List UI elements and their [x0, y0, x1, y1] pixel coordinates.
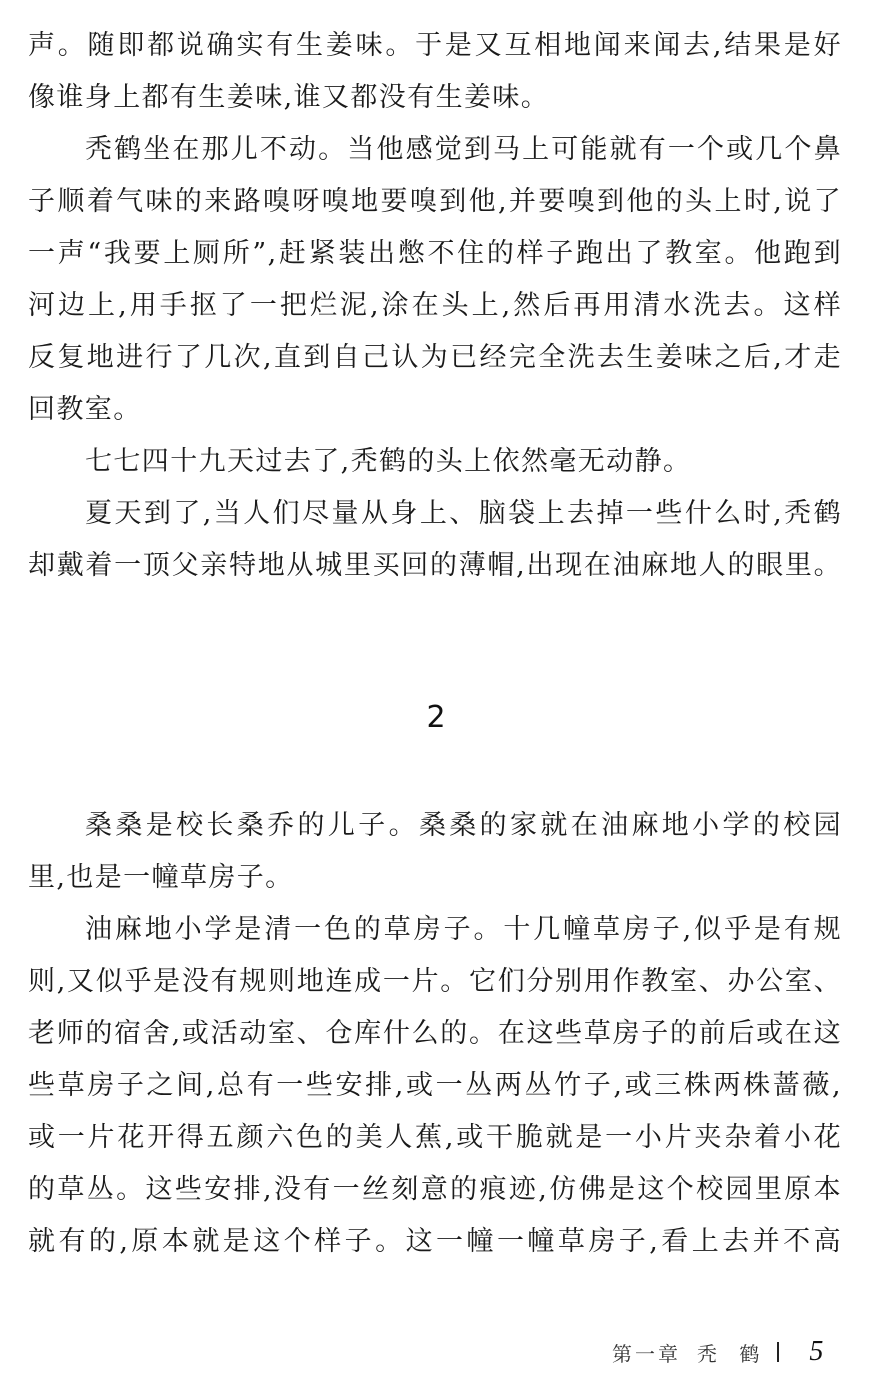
- text-line: 或一片花开得五颜六色的美人蕉,或干脆就是一小片夹杂着小花: [28, 1122, 842, 1153]
- text-line: 河边上,用手抠了一把烂泥,涂在头上,然后再用清水洗去。这样: [28, 290, 842, 321]
- page-number: 5: [809, 1336, 824, 1367]
- section-number: 2: [426, 700, 446, 735]
- chapter-label: 第一章: [612, 1341, 681, 1366]
- text-line: 声。随即都说确实有生姜味。于是又互相地闻来闻去,结果是好: [28, 30, 842, 61]
- text-line: 子顺着气味的来路嗅呀嗅地要嗅到他,并要嗅到他的头上时,说了: [28, 186, 842, 217]
- text-line: 老师的宿舍,或活动室、仓库什么的。在这些草房子的前后或在这: [28, 1018, 842, 1049]
- text-line: 就有的,原本就是这个样子。这一幢一幢草房子,看上去并不高: [28, 1226, 842, 1257]
- text-line: 却戴着一顶父亲特地从城里买回的薄帽,出现在油麻地人的眼里。: [28, 550, 842, 581]
- paragraph-start-line: 秃鹤坐在那儿不动。当他感觉到马上可能就有一个或几个鼻: [85, 134, 842, 165]
- footer-divider: [777, 1342, 779, 1362]
- paragraph-start-line: 油麻地小学是清一色的草房子。十几幢草房子,似乎是有规: [85, 914, 842, 945]
- text-line: 一声“我要上厕所”,赶紧装出憋不住的样子跑出了教室。他跑到: [28, 238, 842, 269]
- text-line: 些草房子之间,总有一些安排,或一丛两丛竹子,或三株两株蔷薇,: [28, 1070, 842, 1101]
- text-line: 里,也是一幢草房子。: [28, 862, 294, 893]
- text-line: 像谁身上都有生姜味,谁又都没有生姜味。: [28, 82, 550, 113]
- paragraph-start-line: 桑桑是校长桑乔的儿子。桑桑的家就在油麻地小学的校园: [85, 810, 842, 841]
- page-footer: [612, 1334, 823, 1370]
- text-line: 反复地进行了几次,直到自己认为已经完全洗去生姜味之后,才走: [28, 342, 842, 373]
- chapter-title: 秃 鹤: [697, 1341, 768, 1366]
- text-line: 回教室。: [28, 394, 142, 425]
- paragraph-start-line: 七七四十九天过去了,秃鹤的头上依然毫无动静。: [85, 446, 692, 477]
- text-line: 则,又似乎是没有规则地连成一片。它们分别用作教室、办公室、: [28, 966, 842, 997]
- text-line: 的草丛。这些安排,没有一丝刻意的痕迹,仿佛是这个校园里原本: [28, 1174, 842, 1205]
- paragraph-start-line: 夏天到了,当人们尽量从身上、脑袋上去掉一些什么时,秃鹤: [85, 498, 842, 529]
